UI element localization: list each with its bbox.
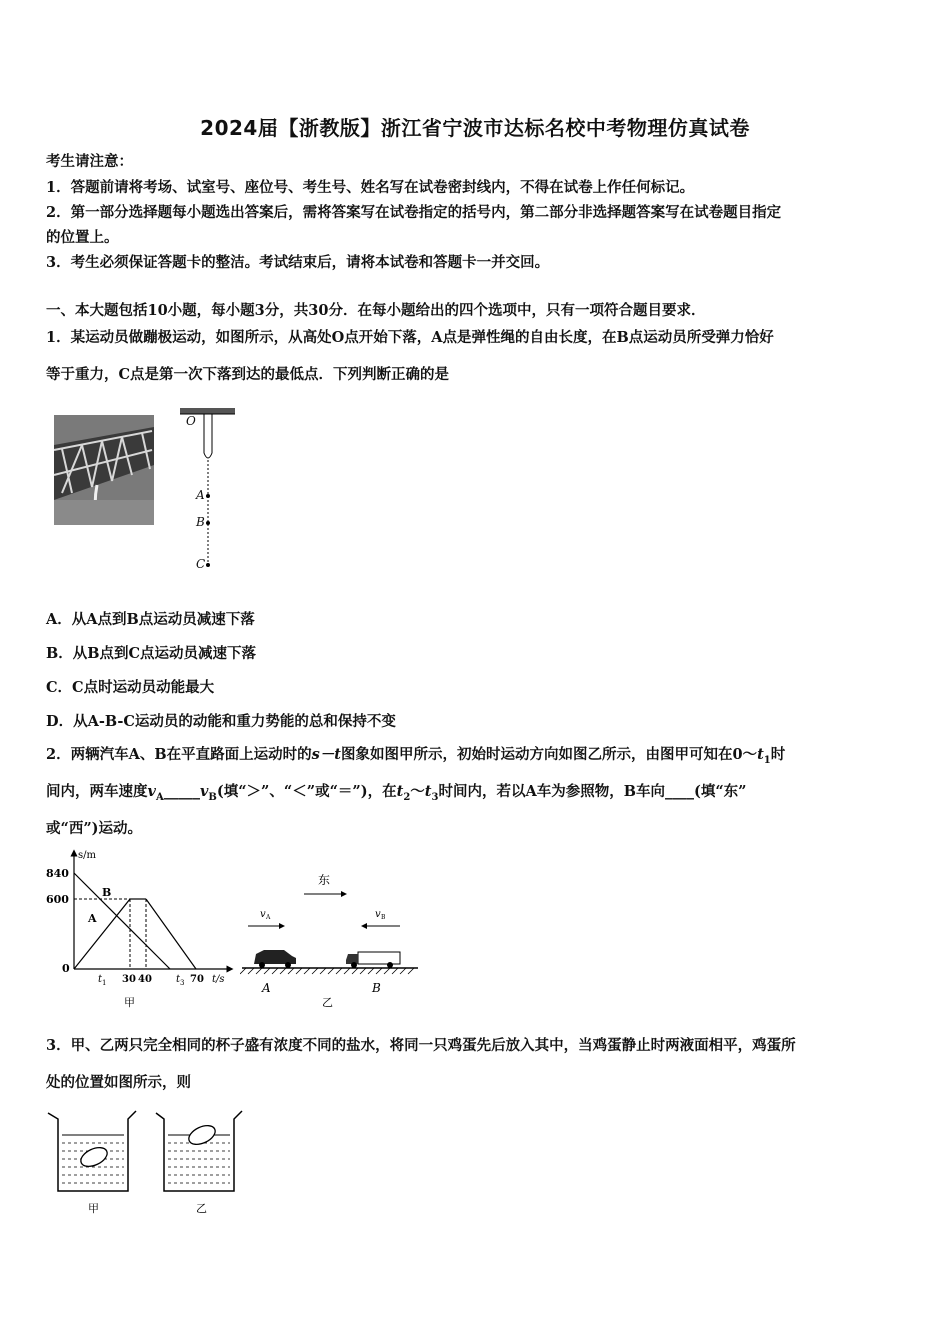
q2-text-e: (填“＞”、“＜”或“＝”)，在 (216, 783, 397, 800)
q1-figure (52, 405, 252, 580)
notice-item-2-cont: 的位置上。 (46, 229, 119, 246)
line-A-fall (146, 899, 196, 969)
vB-label: v (375, 909, 381, 920)
vA-sub: A (266, 914, 271, 921)
q2-t2-sub: 2 (403, 791, 411, 803)
egg-yi (186, 1122, 218, 1148)
label-C: C (196, 557, 206, 571)
q2-car-scene (240, 860, 420, 1010)
label-O: O (186, 414, 196, 428)
q2-vA-sub: A (155, 791, 164, 803)
q3-stem-line2: 处的位置如图所示，则 (46, 1074, 191, 1091)
y-tick-600: 600 (46, 893, 69, 906)
x-tick-t1: t (98, 974, 103, 985)
bungee-photo (54, 415, 154, 525)
q3-figure (40, 1105, 250, 1220)
q1-option-d: D．从A-B-C运动员的动能和重力势能的总和保持不变 (46, 713, 396, 730)
q3-stem-line1: 3．甲、乙两只完全相同的杯子盛有浓度不同的盐水，将同一只鸡蛋先后放入其中，当鸡蛋静止时两液面相平，鸡蛋所 (46, 1037, 796, 1054)
x-tick-30: 30 (122, 974, 136, 985)
x-tick-40: 40 (138, 974, 152, 985)
y-tick-0: 0 (62, 962, 70, 975)
label-line-B: B (102, 886, 112, 899)
q2-st-graph (40, 848, 240, 1013)
car-A-label: A (262, 981, 271, 995)
q2-vB: v (199, 783, 209, 800)
cup-yi (156, 1111, 242, 1191)
notice-item-2: 2．第一部分选择题每小题选出答案后，需将答案写在试卷指定的括号内，第二部分非选择题答案写在试卷题目指定 (46, 204, 782, 221)
q2-text-g: (填“东” (693, 783, 747, 800)
q2-tilde: ～ (410, 783, 425, 800)
east-label: 东 (318, 873, 331, 887)
q2-text-f: 时间内，若以A车为参照物，B车向 (438, 783, 665, 800)
x-unit: t/s (212, 974, 225, 985)
truck-B (346, 952, 400, 968)
q2-blank-1[interactable]: _____ (163, 783, 200, 800)
q1-stem-line1: 1．某运动员做蹦极运动，如图所示，从高处O点开始下落，A点是弹性绳的自由长度，在B点运动员所受弹力恰好 (46, 329, 774, 346)
q2-t3: t (424, 783, 432, 800)
cup-jia-caption: 甲 (88, 1202, 99, 1215)
vB-sub: B (381, 914, 386, 921)
cup-yi-caption: 乙 (196, 1202, 207, 1215)
q2-st: s－t (311, 746, 341, 763)
x-tick-t1-sub: 1 (102, 979, 107, 987)
q2-stem-line2 (46, 782, 906, 808)
y-tick-840: 840 (46, 867, 69, 880)
q2-text-a: 2．两辆汽车A、B在平直路面上运动时的 (46, 746, 312, 763)
q1-option-b: B．从B点到C点运动员减速下落 (46, 645, 257, 662)
q2-t3-sub: 3 (431, 791, 439, 803)
x-tick-70: 70 (190, 974, 204, 985)
q2-text-d: 间内，两车速度 (46, 783, 148, 800)
label-A: A (196, 488, 205, 502)
q2-stem-line3: 或“西”)运动。 (46, 820, 143, 837)
q1-option-a: A．从A点到B点运动员减速下落 (46, 611, 255, 628)
notice-item-1: 1．答题前请将考场、试室号、座位号、考生号、姓名写在试卷密封线内，不得在试卷上作任何标记。 (46, 179, 695, 196)
q2-vB-sub: B (208, 791, 217, 803)
page-title: 2024届【浙教版】浙江省宁波市达标名校中考物理仿真试卷 (200, 116, 750, 140)
cup-jia (48, 1111, 136, 1191)
q2-text-c: 时 (770, 746, 786, 763)
label-line-A: A (88, 912, 97, 925)
scene-caption: 乙 (322, 996, 333, 1009)
car-B-label: B (372, 981, 381, 995)
x-tick-t3: t (176, 974, 181, 985)
q2-t2: t (396, 783, 404, 800)
line-A-rise (74, 899, 130, 969)
x-tick-t3-sub: 3 (180, 979, 185, 987)
notice-item-3: 3．考生必须保证答题卡的整洁。考试结束后，请将本试卷和答题卡一并交回。 (46, 254, 550, 271)
egg-jia (78, 1144, 110, 1170)
q1-option-c: C．C点时运动员动能最大 (46, 679, 215, 696)
label-B: B (196, 515, 205, 529)
q2-t1-sub: 1 (763, 754, 771, 766)
q2-t1: t (757, 746, 764, 763)
bungee-diagram (180, 408, 235, 567)
car-A (254, 950, 296, 968)
q2-stem-line1 (46, 745, 906, 771)
q2-blank-2[interactable]: ____ (664, 783, 694, 800)
q2-text-b: 图象如图甲所示，初始时运动方向如图乙所示，由图甲可知在0～ (340, 746, 758, 763)
section-heading: 一、本大题包括10小题，每小题3分，共30分．在每小题给出的四个选项中，只有一项符合题目要求． (46, 302, 706, 319)
q2-vA: v (147, 783, 156, 800)
y-label: s/m (78, 850, 96, 861)
vA-label: v (260, 909, 266, 920)
notice-heading: 考生请注意： (46, 153, 133, 170)
q1-stem-line2: 等于重力，C点是第一次下落到达的最低点．下列判断正确的是 (46, 366, 450, 383)
graph-caption: 甲 (124, 996, 135, 1009)
